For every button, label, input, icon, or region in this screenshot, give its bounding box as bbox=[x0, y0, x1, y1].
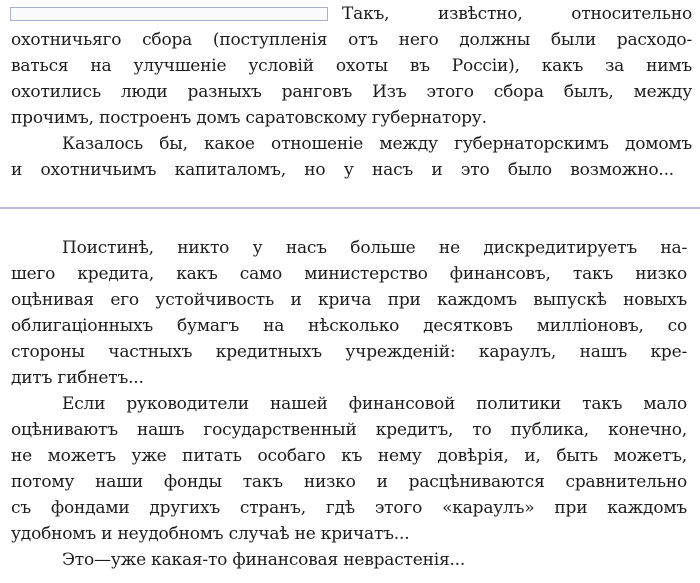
text-line: прочимъ, построенъ домъ саратовскому губернатору. bbox=[11, 108, 487, 128]
text-line: Поистинѣ, никто у насъ больше не дискредитируетъ на- bbox=[62, 238, 687, 258]
text-line: облигаціонныхъ бумагъ на нѣсколько десятковъ милліоновъ, со bbox=[11, 316, 687, 336]
section-divider bbox=[0, 207, 700, 209]
text-line: охотничьяго сбора (поступленія отъ него должны были расходо- bbox=[11, 30, 692, 50]
text-line: удобномъ и неудобномъ случаѣ не кричатъ... bbox=[11, 524, 410, 544]
text-line: и охотничьимъ капиталомъ, но у насъ и это было возможно... bbox=[11, 160, 674, 180]
text-line: Такъ, извѣстно, относительно bbox=[342, 4, 692, 24]
text-line: Это—уже какая-то финансовая неврастенія... bbox=[62, 550, 466, 570]
text-line: ваться на улучшеніе условій охоты въ Россіи), какъ за нимъ bbox=[11, 56, 692, 76]
text-line: не можетъ уже питать особаго къ нему довѣрія, и, быть можетъ, bbox=[11, 446, 687, 466]
text-line: Казалось бы, какое отношеніе между губернаторскимъ домомъ bbox=[62, 134, 692, 154]
text-line: потому наши фонды такъ низко и расцѣниваются сравнительно bbox=[11, 472, 687, 492]
text-line: оцѣниваютъ нашъ государственный кредитъ, то публика, конечно, bbox=[11, 420, 687, 440]
text-line: охотились люди разныхъ ранговъ Изъ этого сбора былъ, между bbox=[11, 82, 692, 102]
text-line: шего кредита, какъ само министерство финансовъ, такъ низко bbox=[11, 264, 687, 284]
text-line: оцѣнивая его устойчивость и крича при каждомъ выпускѣ новыхъ bbox=[11, 290, 687, 310]
text-line: дитъ гибнетъ... bbox=[11, 368, 144, 388]
text-line: съ фондами другихъ странъ, гдѣ этого «караулъ» при каждомъ bbox=[11, 498, 687, 518]
text-line: стороны частныхъ кредитныхъ учрежденій: караулъ, нашъ кре- bbox=[11, 342, 687, 362]
text-line: Если руководители нашей финансовой политики такъ мало bbox=[62, 394, 687, 414]
